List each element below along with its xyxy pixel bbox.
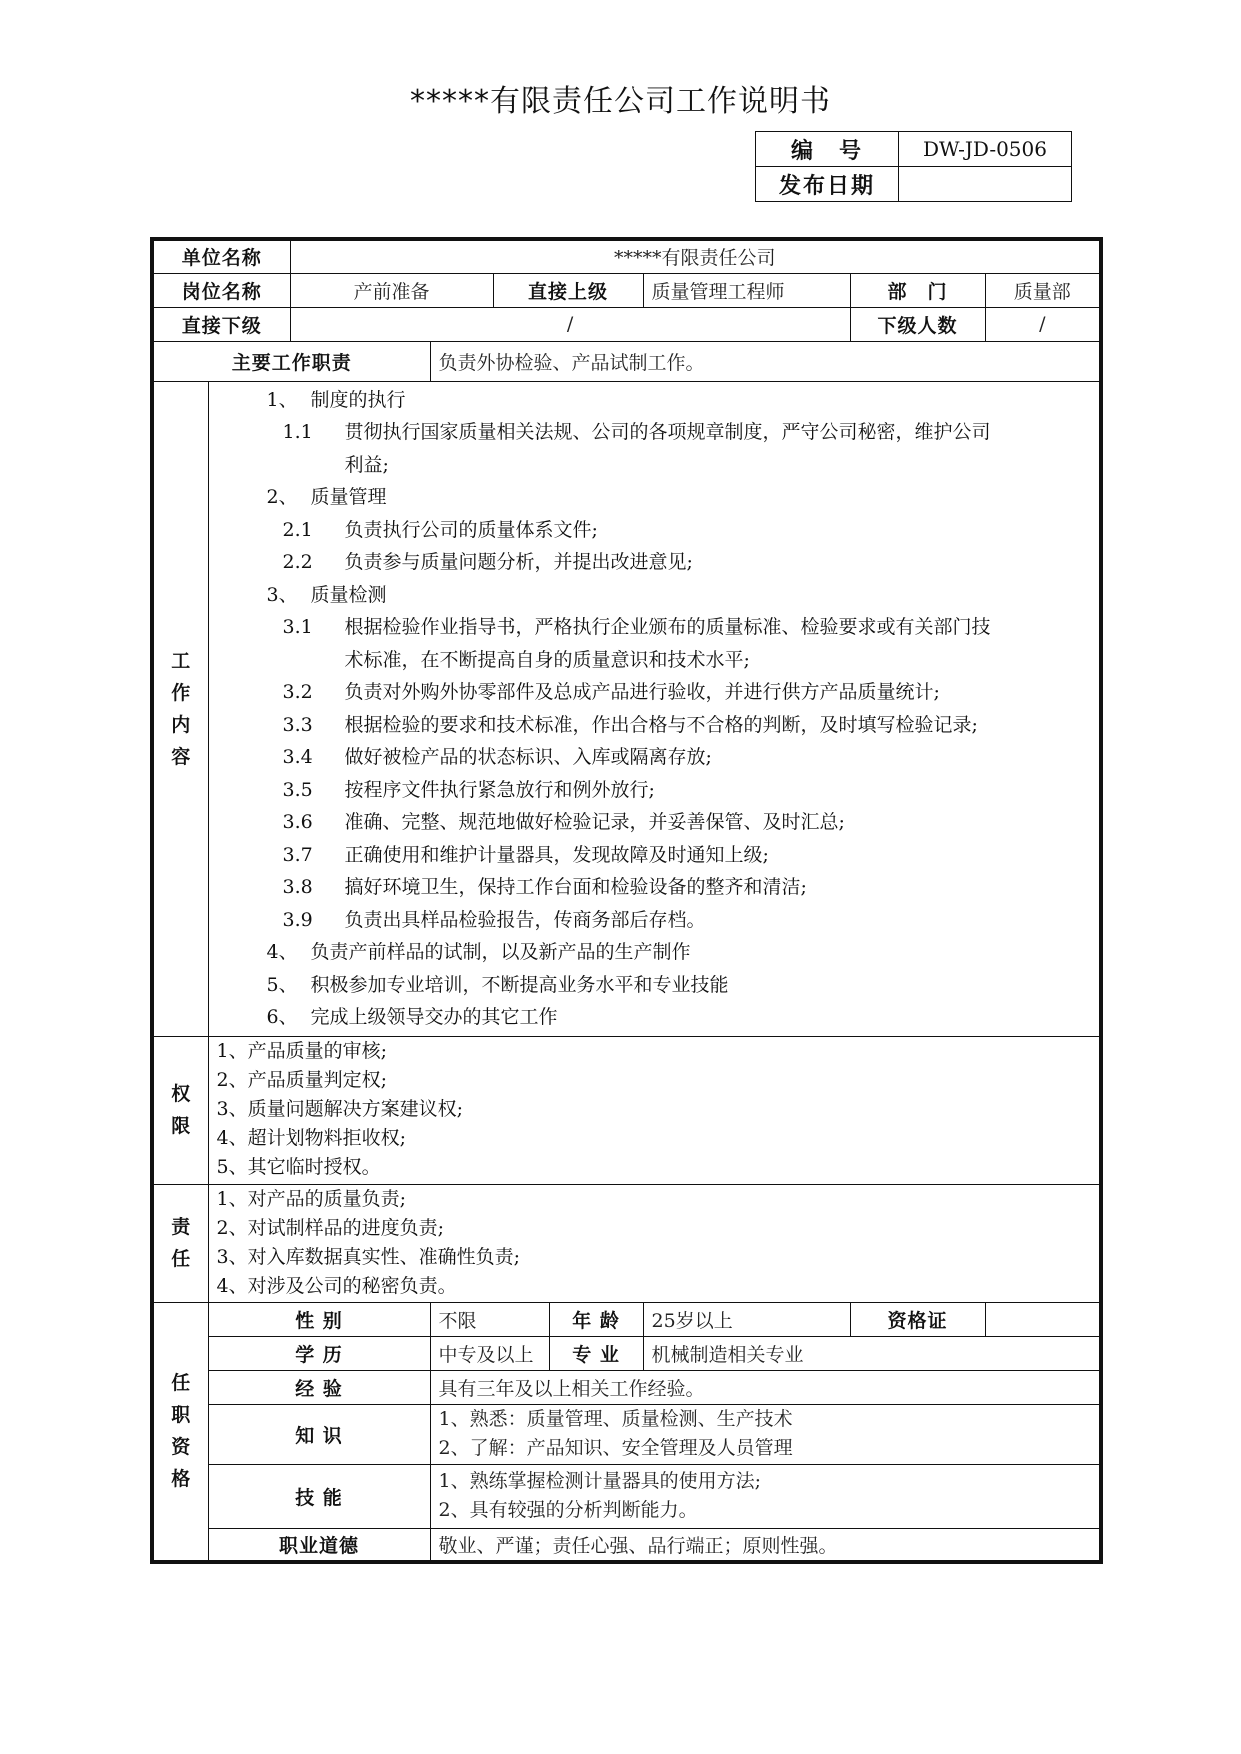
position-name-label: 岗位名称 — [152, 273, 290, 307]
release-date-label: 发布日期 — [756, 167, 899, 202]
list-item: 3.3 根据检验的要求和技术标准，作出合格与不合格的判断，及时填写检验记录; — [282, 713, 978, 736]
list-item: 3.7 正确使用和维护计量器具，发现故障及时通知上级; — [282, 843, 769, 866]
experience-value: 具有三年及以上相关工作经验。 — [430, 1370, 1101, 1404]
gender-label: 性 别 — [208, 1302, 430, 1336]
direct-subordinate-label: 直接下级 — [152, 307, 290, 341]
work-content-label: 工 作 内 容 — [152, 381, 208, 1036]
list-item: 2.1 负责执行公司的质量体系文件; — [282, 518, 598, 541]
age-label: 年 龄 — [549, 1302, 643, 1336]
list-item: 3.2 负责对外购外协零部件及总成产品进行验收，并进行供方产品质量统计; — [282, 681, 940, 703]
list-item: 3.4 做好被检产品的状态标识、入库或隔离存放; — [282, 746, 712, 768]
number-label: 编 号 — [756, 132, 899, 167]
certificate-label: 资格证 — [850, 1302, 985, 1336]
list-item: 4、 负责产前样品的试制，以及新产品的生产制作 — [266, 941, 691, 963]
gender-value: 不限 — [430, 1302, 549, 1336]
list-item: 1、产品质量的审核; — [216, 1039, 387, 1062]
major-label: 专 业 — [549, 1336, 643, 1370]
document-meta-table — [755, 131, 1072, 202]
document-title: *****有限责任公司工作说明书 — [410, 84, 831, 119]
knowledge-list — [430, 1404, 1101, 1464]
list-item: 2.2 负责参与质量问题分析，并提出改进意见; — [282, 551, 693, 573]
skill-label: 技 能 — [208, 1464, 430, 1528]
list-item: 5、其它临时授权。 — [216, 1155, 381, 1178]
direct-superior-label: 直接上级 — [493, 273, 643, 307]
position-name-value: 产前准备 — [290, 273, 493, 307]
list-item: 2、对试制样品的进度负责; — [216, 1216, 444, 1239]
list-item: 3.6 准确、完整、规范地做好检验记录，并妥善保管、及时汇总; — [282, 811, 845, 833]
list-item: 1.1 贯彻执行国家质量相关法规、公司的各项规章制度，严守公司秘密，维护公司 — [282, 421, 991, 443]
authority-list — [208, 1036, 1101, 1184]
main-duty-label: 主要工作职责 — [152, 341, 430, 381]
major-value: 机械制造相关专业 — [643, 1336, 1101, 1370]
list-item: 2、了解：产品知识、安全管理及人员管理 — [438, 1437, 793, 1459]
list-item: 3.8 搞好环境卫生，保持工作台面和检验设备的整齐和清洁; — [282, 876, 807, 898]
list-item: 3.5 按程序文件执行紧急放行和例外放行; — [282, 778, 655, 801]
list-item: 2、具有较强的分析判断能力。 — [438, 1499, 698, 1521]
list-item: 1、熟悉：质量管理、质量检测、生产技术 — [438, 1408, 793, 1430]
age-value: 25岁以上 — [643, 1302, 850, 1336]
direct-subordinate-value: / — [290, 307, 850, 341]
authority-label: 权 限 — [152, 1036, 208, 1184]
department-label: 部 门 — [850, 273, 985, 307]
responsibility-label: 责 任 — [152, 1184, 208, 1302]
list-item: 1、对产品的质量负责; — [216, 1187, 406, 1210]
subordinate-count-label: 下级人数 — [850, 307, 985, 341]
ethics-value: 敬业、严谨；责任心强、品行端正；原则性强。 — [430, 1528, 1101, 1562]
list-item: 2、产品质量判定权; — [216, 1068, 387, 1091]
ethics-label: 职业道德 — [208, 1528, 430, 1562]
list-item: 2、 质量管理 — [266, 486, 387, 508]
list-item: 4、超计划物料拒收权; — [216, 1126, 406, 1149]
list-item: 3.1 根据检验作业指导书，严格执行企业颁布的质量标准、检验要求或有关部门技 — [282, 616, 991, 638]
direct-superior-value: 质量管理工程师 — [643, 273, 850, 307]
experience-label: 经 验 — [208, 1370, 430, 1404]
list-item: 4、对涉及公司的秘密负责。 — [216, 1274, 457, 1297]
number-value: DW-JD-0506 — [899, 132, 1072, 167]
department-value: 质量部 — [985, 273, 1101, 307]
list-item: 3、 质量检测 — [266, 583, 387, 606]
list-item: 5、 积极参加专业培训，不断提高业务水平和专业技能 — [266, 973, 729, 996]
unit-name-value: *****有限责任公司 — [290, 239, 1101, 273]
list-item: 3、质量问题解决方案建议权; — [216, 1097, 463, 1120]
release-date-value — [899, 167, 1072, 202]
unit-name-label: 单位名称 — [152, 239, 290, 273]
work-content-list — [208, 381, 1101, 1036]
list-item: 3.9 负责出具样品检验报告，传商务部后存档。 — [282, 908, 706, 931]
qualification-label: 任 职 资 格 — [152, 1302, 208, 1562]
list-item: 6、 完成上级领导交办的其它工作 — [266, 1006, 558, 1028]
skill-list — [430, 1464, 1101, 1528]
list-item: 3、对入库数据真实性、准确性负责; — [216, 1245, 520, 1268]
education-value: 中专及以上 — [430, 1336, 549, 1370]
job-description-table — [150, 237, 1103, 1564]
education-label: 学 历 — [208, 1336, 430, 1370]
list-item: 1、 制度的执行 — [266, 388, 406, 411]
list-item: 1、熟练掌握检测计量器具的使用方法; — [438, 1470, 762, 1492]
main-duty-value: 负责外协检验、产品试制工作。 — [430, 341, 1101, 381]
list-item: 利益; — [344, 453, 389, 476]
list-item: 术标准，在不断提高自身的质量意识和技术水平; — [344, 648, 750, 671]
certificate-value — [985, 1302, 1101, 1336]
knowledge-label: 知 识 — [208, 1404, 430, 1464]
subordinate-count-value: / — [985, 307, 1101, 341]
responsibility-list — [208, 1184, 1101, 1302]
